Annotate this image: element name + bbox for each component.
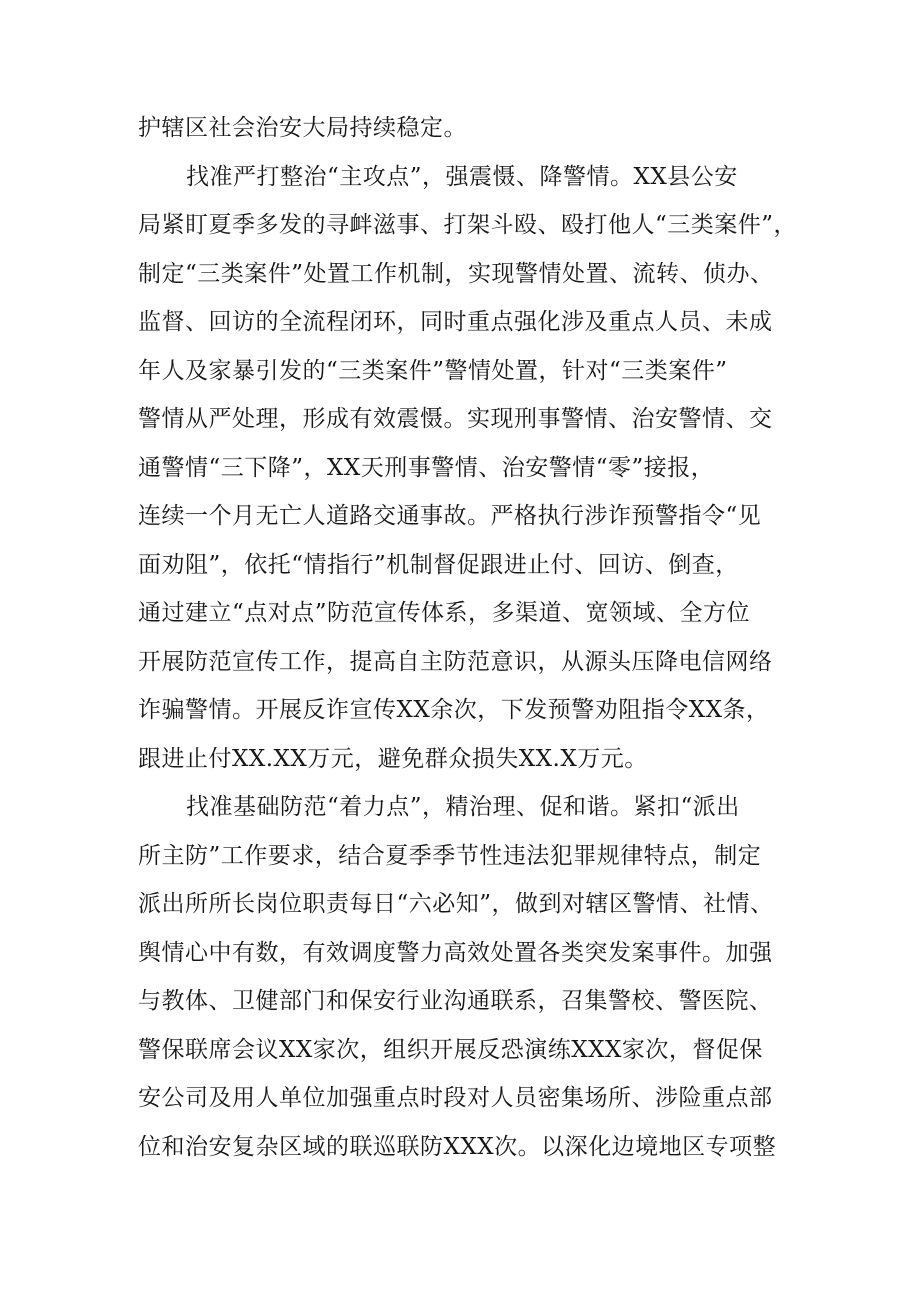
text-line: 护辖区社会治安大局持续稳定。	[138, 115, 467, 141]
text-line: 监督、回访的全流程闭环，同时重点强化涉及重点人员、未成	[138, 309, 773, 335]
text-line: 跟进止付XX.XX万元，避免群众损失XX.X万元。	[138, 745, 648, 772]
text-line: 通过建立“点对点”防范宣传体系，多渠道、宽领域、全方位	[138, 600, 751, 626]
text-line: 舆情心中有数，有效调度警力高效处置各类突发案事件。加强	[138, 939, 773, 966]
paragraph-first-line: 找准基础防范“着力点”，精治理、促和谐。紧扣“派出	[186, 794, 740, 820]
document-body	[138, 104, 798, 1171]
text-line: 位和治安复杂区域的联巡联防XXX次。以深化边境地区专项整	[138, 1133, 777, 1160]
paragraph-first-line: 找准严打整治“主攻点”，强震慑、降警情。XX县公安	[186, 163, 738, 190]
text-line: 局紧盯夏季多发的寻衅滋事、打架斗殴、殴打他人“三类案件”，	[138, 212, 798, 238]
text-line: 连续一个月无亡人道路交通事故。严格执行涉诈预警指令“见	[138, 503, 762, 529]
text-line: 年人及家暴引发的“三类案件”警情处置，针对“三类案件”	[138, 357, 728, 384]
text-line: 与教体、卫健部门和保安行业沟通联系，召集警校、警医院、	[138, 988, 773, 1014]
text-line: 安公司及用人单位加强重点时段对人员密集场所、涉险重点部	[138, 1085, 773, 1111]
text-line: 所主防”工作要求，结合夏季季节性违法犯罪规律特点，制定	[138, 842, 762, 869]
text-line: 开展防范宣传工作，提高自主防范意识，从源头压降电信网络	[138, 648, 773, 675]
text-line: 面劝阻”，依托“情指行”机制督促跟进止付、回访、倒查，	[138, 551, 739, 578]
text-line: 警情从严处理，形成有效震慑。实现刑事警情、治安警情、交	[138, 406, 773, 432]
text-line: 派出所所长岗位职责每日“六必知”，做到对辖区警情、社情、	[138, 891, 774, 917]
text-line: 警保联席会议XX家次，组织开展反恐演练XXX家次，督促保	[138, 1036, 763, 1063]
text-line: 诈骗警情。开展反诈宣传XX余次，下发预警劝阻指令XX条，	[138, 697, 770, 723]
text-line: 通警情“三下降”，XX天刑事警情、治安警情“零”接报，	[138, 454, 715, 481]
text-line: 制定“三类案件”处置工作机制，实现警情处置、流转、侦办、	[138, 260, 774, 287]
